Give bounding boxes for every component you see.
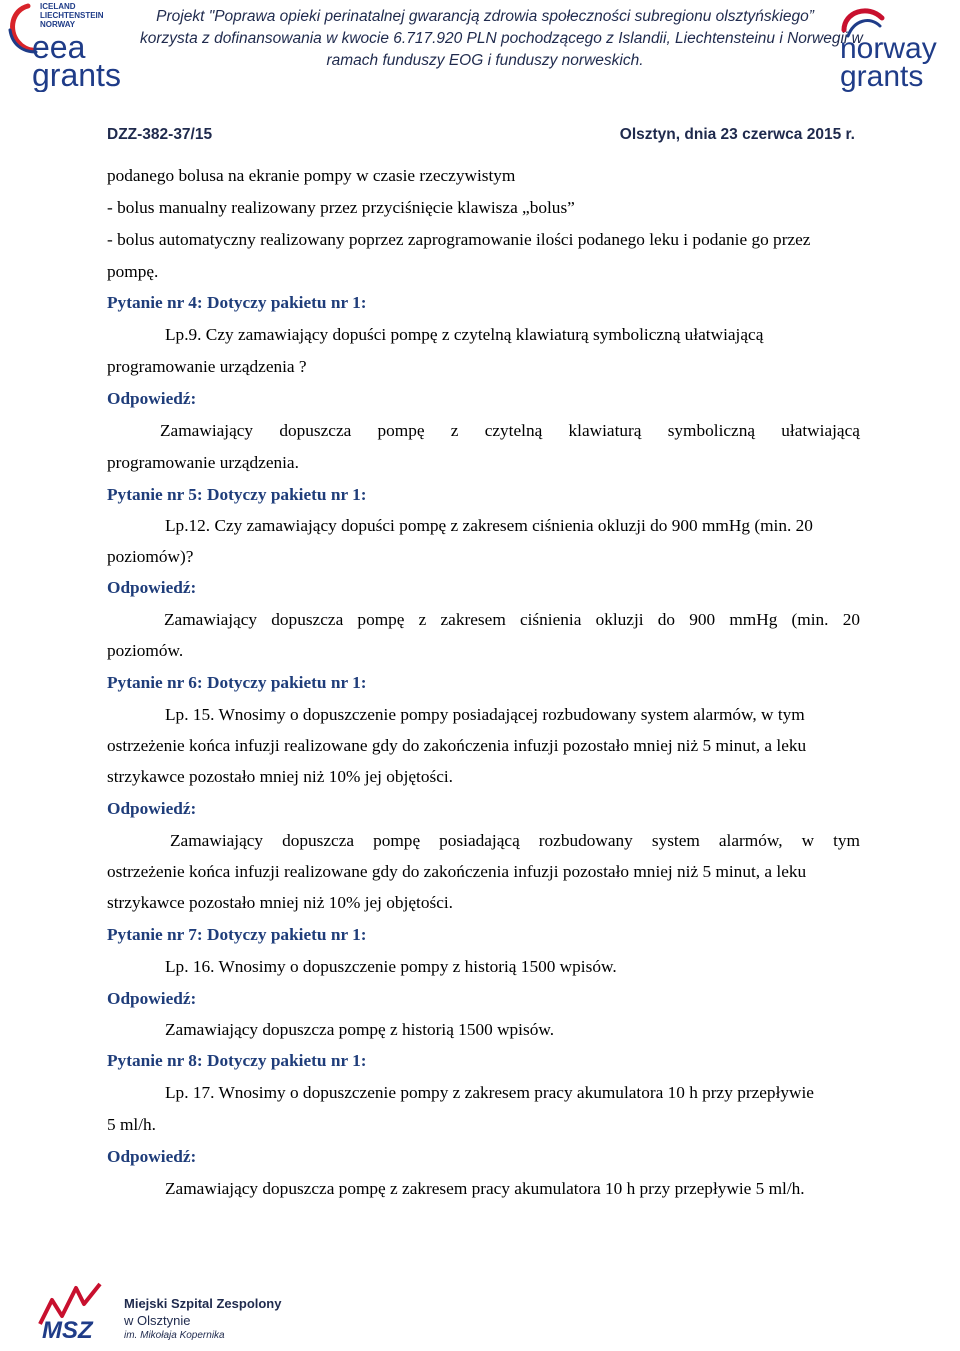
question-8-heading: Pytanie nr 8: Dotyczy pakietu nr 1: (107, 1051, 367, 1070)
eea-small-iceland: ICELAND (40, 2, 76, 11)
answer-4-word: pompę (377, 421, 425, 440)
answer-7-text: Zamawiający dopuszcza pompę z historią 1500 wpisów. (165, 1020, 555, 1039)
body-line-4: pompę. (107, 262, 159, 281)
answer-5-word: Zamawiający (164, 610, 258, 629)
project-banner (140, 6, 863, 72)
answer-5-word: zakresem (440, 610, 506, 629)
norway-word: norway (840, 32, 937, 65)
question-5-text-cont: poziomów)? (107, 547, 194, 566)
answer-6-word: posiadającą (439, 831, 520, 850)
project-line-3: ramach funduszy EOG i funduszy norweskich. (326, 52, 644, 69)
question-7-text: Lp. 16. Wnosimy o dopuszczenie pompy z historią 1500 wpisów. (165, 957, 617, 976)
norway-grants-logo (838, 4, 960, 92)
answer-5-word: okluzji (595, 610, 644, 629)
answer-5-word: dopuszcza (271, 610, 344, 629)
question-6-text-cont-1: ostrzeżenie końca infuzji realizowane gdy do zakończenia infuzji pozostało mniej niż 5 minut, a leku (107, 736, 807, 755)
hospital-logo (36, 1280, 104, 1344)
answer-4-word: dopuszcza (279, 421, 352, 440)
hospital-name: Miejski Szpital Zespolony (124, 1296, 282, 1311)
answer-5-word: do (657, 610, 676, 629)
answer-5-word: z (418, 610, 427, 629)
question-8-text-cont: 5 ml/h. (107, 1115, 156, 1134)
answer-5-word: 900 (689, 610, 716, 629)
answer-5-label: Odpowiedź: (107, 578, 197, 597)
hospital-name-block (124, 1295, 281, 1343)
answer-6-word: Zamawiający (170, 831, 264, 850)
answer-8-text: Zamawiający dopuszcza pompę z zakresem pracy akumulatora 10 h przy przepływie 5 ml/h. (165, 1179, 805, 1198)
answer-5-word: mmHg (729, 610, 778, 629)
question-6-heading: Pytanie nr 6: Dotyczy pakietu nr 1: (107, 673, 367, 692)
answer-6-word: dopuszcza (282, 831, 355, 850)
hospital-logo-icon (36, 1280, 104, 1344)
answer-4-label: Odpowiedź: (107, 389, 197, 408)
answer-4-word: ułatwiającą (781, 421, 860, 440)
answer-4-text-cont: programowanie urządzenia. (107, 453, 299, 472)
project-line-2: korzysta z dofinansowania w kwocie 6.717.920 PLN pochodzącego z Islandii, Liechtensteinu i Norwegii w (140, 30, 863, 47)
body-line-1: podanego bolusa na ekranie pompy w czasie rzeczywistym (107, 166, 516, 185)
document-reference: DZZ-382-37/15 (107, 126, 213, 143)
answer-6-word: w (801, 831, 815, 850)
question-4-text: Lp.9. Czy zamawiający dopuści pompę z czytelną klawiaturą symboliczną ułatwiającą (165, 325, 764, 344)
answer-6-label: Odpowiedź: (107, 799, 197, 818)
answer-6-word: alarmów, (718, 831, 783, 850)
eea-small-liechtenstein: LIECHTENSTEIN (40, 11, 104, 20)
question-6-text: Lp. 15. Wnosimy o dopuszczenie pompy posiadającej rozbudowany system alarmów, w tym (165, 705, 805, 724)
answer-8-label: Odpowiedź: (107, 1147, 197, 1166)
answer-4-word: czytelną (484, 421, 543, 440)
eea-grants-logo (6, 0, 134, 92)
answer-5-word: pompę (357, 610, 405, 629)
question-5-heading: Pytanie nr 5: Dotyczy pakietu nr 1: (107, 485, 367, 504)
project-line-1: Projekt "Poprawa opieki perinatalnej gwarancją zdrowia społeczności subregionu olsztyńskiego” (156, 8, 814, 25)
question-5-text: Lp.12. Czy zamawiający dopuści pompę z zakresem ciśnienia okluzji do 900 mmHg (min. 20 (165, 516, 813, 535)
grants-word-right: grants (840, 60, 924, 92)
answer-6-text (170, 830, 860, 852)
answer-6-word: tym (833, 831, 860, 850)
answer-6-word: pompę (373, 831, 421, 850)
answer-5-word: (min. (791, 610, 829, 629)
body-line-3: - bolus automatyczny realizowany poprzez zaprogramowanie ilości podanego leku i podanie go przez (107, 230, 811, 249)
question-6-text-cont-2: strzykawce pozostało mniej niż 10% jej objętości. (107, 767, 454, 786)
eea-grants-logo-icon (6, 0, 134, 92)
reference-row (107, 126, 855, 148)
question-4-heading: Pytanie nr 4: Dotyczy pakietu nr 1: (107, 293, 367, 312)
eea-small-norway: NORWAY (40, 20, 76, 29)
hospital-city: w Olsztynie (124, 1313, 191, 1328)
question-8-text: Lp. 17. Wnosimy o dopuszczenie pompy z zakresem pracy akumulatora 10 h przy przepływie (165, 1083, 814, 1102)
norway-grants-logo-icon (838, 4, 960, 92)
document-date: Olsztyn, dnia 23 czerwca 2015 r. (619, 126, 855, 143)
answer-5-word: ciśnienia (519, 610, 582, 629)
answer-4-text (160, 420, 860, 442)
answer-4-word: Zamawiający (160, 421, 254, 440)
answer-4-word: symboliczną (667, 421, 756, 440)
answer-6-word: rozbudowany (538, 831, 633, 850)
answer-5-text (164, 609, 860, 631)
answer-4-word: z (450, 421, 459, 440)
answer-7-label: Odpowiedź: (107, 989, 197, 1008)
grants-word-left: grants (32, 57, 121, 92)
question-4-text-cont: programowanie urządzenia ? (107, 357, 307, 376)
question-7-heading: Pytanie nr 7: Dotyczy pakietu nr 1: (107, 925, 367, 944)
eea-word: eea (32, 29, 86, 65)
answer-4-word: klawiaturą (568, 421, 642, 440)
answer-6-text-cont-2: strzykawce pozostało mniej niż 10% jej objętości. (107, 893, 454, 912)
body-line-2: - bolus manualny realizowany przez przyciśnięcie klawisza „bolus” (107, 198, 575, 217)
answer-6-text-cont-1: ostrzeżenie końca infuzji realizowane gdy do zakończenia infuzji pozostało mniej niż 5 minut, a leku (107, 862, 807, 881)
answer-5-text-cont: poziomów. (107, 641, 184, 660)
answer-6-word: system (651, 831, 700, 850)
hospital-logo-letters: MSZ (42, 1317, 93, 1344)
answer-5-word: 20 (842, 610, 860, 629)
hospital-patron: im. Mikołaja Kopernika (124, 1330, 225, 1341)
